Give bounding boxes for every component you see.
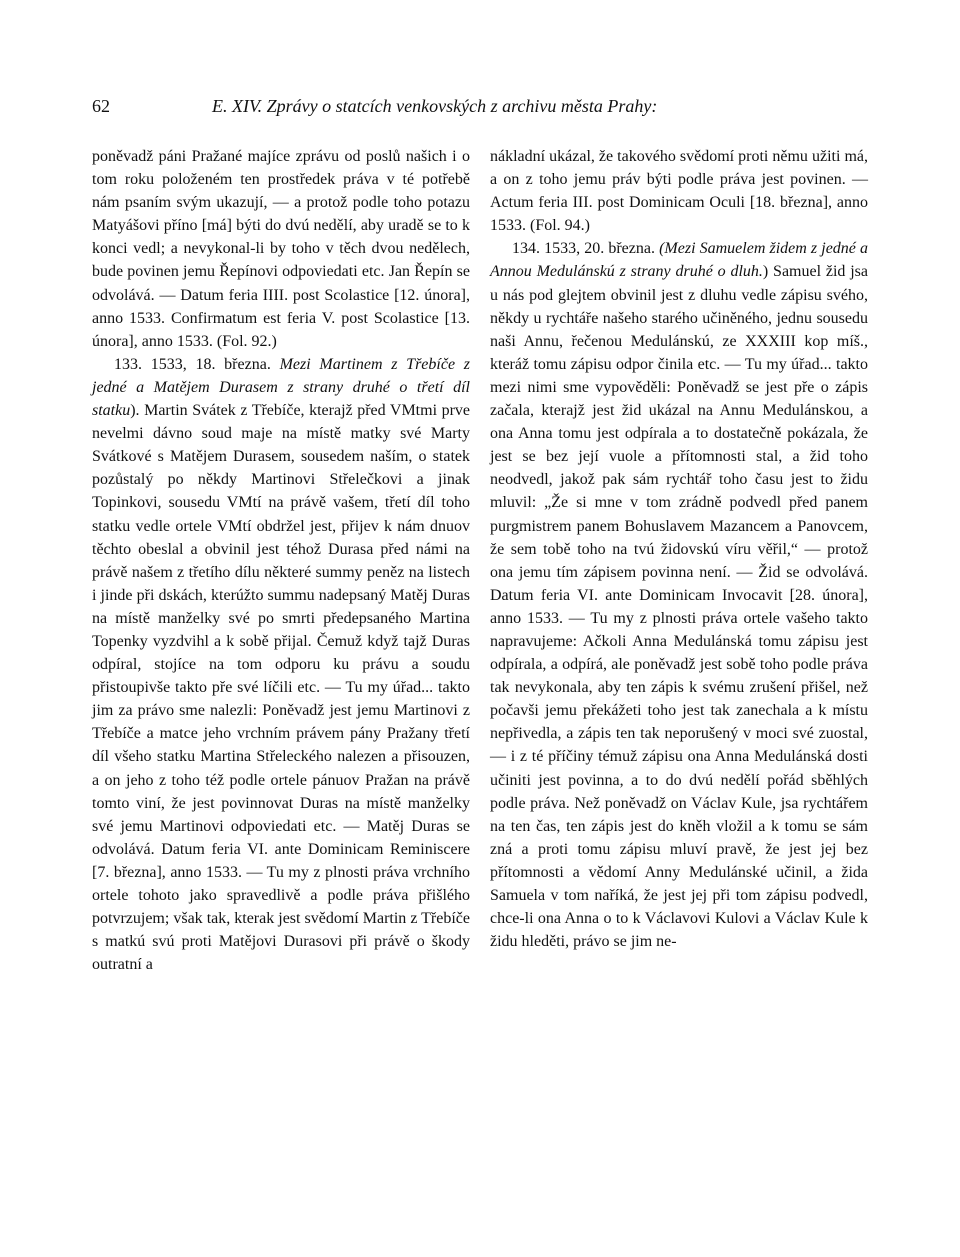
right-column [490,145,868,953]
paragraph: nákladní ukázal, že takového svědomí proti němu užiti má, a on z toho jemu práv býti podle práva jest povinen. — Actum feria III. post Dominicam Oculi [18. března], anno 1533. (Fol. 94.) [490,148,868,235]
paragraph: 134. 1533, 20. března. (Mezi Samuelem židem z jedné a Annou Medulánskú z strany druhé o dluh.) Samuel žid jsa u nás pod glejtem obvinil jest z dluhu vedle zápisu svého, někdy u rychtáře našeho starého učiněného, jednu sousedu naši Annu, řečenou Medulánskú, ze XXXIII kop míš., kteráž tomu zápisu odpor činila etc. — Tu my úřad... takto mezi nimi sme vypověděli: Poněvadž se jest pře o zápis začala, kterajž jest žid ukázal na Annu Medulánskou, a ona Anna tomu jest odpírala a to dostatečně pokázala, že jest se bez její vuole a přítomnosti stal, a žid toho neodvedl, jakož pak sám rychtář toho času jest to židu mluvil: „Že si mne v tom zrádně podvedl před panem purgmistrem panem Bohuslavem Mazancem a Panovcem, že sem tobě toho na tvú židovskú víru věřil,“ — protož ona jemu tím zápisem povinna není. — Žid se odvolává. Datum feria VI. ante Dominicam Invocavit [28. února], anno 1533. — Tu my z plnosti práva ortele vašeho takto napravujeme: Ačkoli Anna Medulánská tomu zápisu jest odpírala, a odpírá, ale poněvadž jest sobě toho podle práva tak nevykonala, aby ten zápis k svému zrušení přišel, než počavši jemu překážeti toho jest tak zanechala a k místu nepřivedla, a zápis ten tak neporušený v moci své zuostal, — i z té příčiny témuž zápisu ona Anna Medulánská dosti učiniti jest povinna, a to do dvú nedělí pořád sběhlých podle práva. Než poněvadž on Václav Kule, jsa rychtářem na ten čas, ten zápis jest do kněh vložil a k tomu se sám zná a proti tomu zápisu mluví pravě, že jest jej bez přítomnosti a vědomí Anny Medulánské učinil, a žida Samuela v tom naříká, že jest jej při tom zápisu podvedl, chce-li ona Anna o to k Václavovi Kulovi a Václav Kule k židu hleděti, právo se jim ne- [490,240,869,951]
entry-number: 133. 1533, 18. března. [114,355,271,373]
running-header [92,96,868,117]
entry-number: 134. 1533, 20. března. [512,240,655,258]
page-number: 62 [92,96,110,116]
entry-heading: Mezi Martinem z Třebíče z jedné a Matějem Durasem z strany druhé o třetí díl statku [92,355,471,420]
left-column [92,145,470,976]
running-title: E. XIV. Zprávy o statcích venkovských z archivu města Prahy: [212,96,658,116]
entry-heading: (Mezi Samuelem židem z jedné a Annou Medulánskú z strany druhé o dluh. [490,240,869,281]
paragraph: 133. 1533, 18. března. Mezi Martinem z Třebíče z jedné a Matějem Durasem z strany druhé o třetí díl statku). Martin Svátek z Třebíče, kterajž před VMtmi prve nevelmi dávno soud maje na místě matky své Marty Svátkové s Matějem Durasem, sousedem naším, o statek pozůstalý po někdy Martinovi Střelečkovi a jinak Topinkovi, sousedu VMtí na právě vašem, třetí díl toho statku vedle ortele VMtí obdržel jest, přijev k nám dnuov těchto obeslal a obvinil jest téhož Durasa před námi na právě našem z třetího dílu některé summy peněz na listech i jinde při dskách, kterúžto summu nadepsaný Matěj Duras na místě manželky své po smrti předepsaného Martina Topenky vyzdvihl a k sobě přijal. Čemuž když tajž Duras odpíral, stojíce na tom odporu ku právu a soudu přistoupivše takto pře své líčili etc. — Tu my úřad... takto jim za právo sme nalezli: Poněvadž jest jemu Martinovi z Třebíče a matce jeho vrchním právem pány Pražany třetí díl všeho statku Martina Střeleckého nalezen a přisouzen, a on jeho z toho též podle ortele pánuov Pražan na právě tomto viní, že jest povinnovat Duras na místě manželky své jemu Martinovi odpoviedati etc. — Matěj Duras se odvolává. Datum feria VI. ante Dominicam Reminiscere [7. března], anno 1533. — Tu my z plnosti práva vrchního ortele tohoto jako spravedlivě a podle práva přišlého potvrzujem; však tak, kterak jest svědomí Martin z Třebíče s matkú svú proti Matějovi Durasovi při právě o škody outratní a [92,355,471,974]
paragraph: poněvadž páni Pražané majíce zprávu od poslů našich i o tom roku položeném ten prostředek práva v té potřebě nám psaním svým ukazují, — a protož podle toho potazu Matyášovi příno [má] býti do dvú nedělí, aby uradě se to k konci vedl; a nevykonal-li by toho v těch dvou nedělech, bude povinen jemu Řepínovi odpoviedati etc. Jan Řepín se odvolává. — Datum feria IIII. post Scolastice [12. února], anno 1533. Confirmatum est feria V. post Scolastice [13. února], anno 1533. (Fol. 92.) [92,148,470,350]
